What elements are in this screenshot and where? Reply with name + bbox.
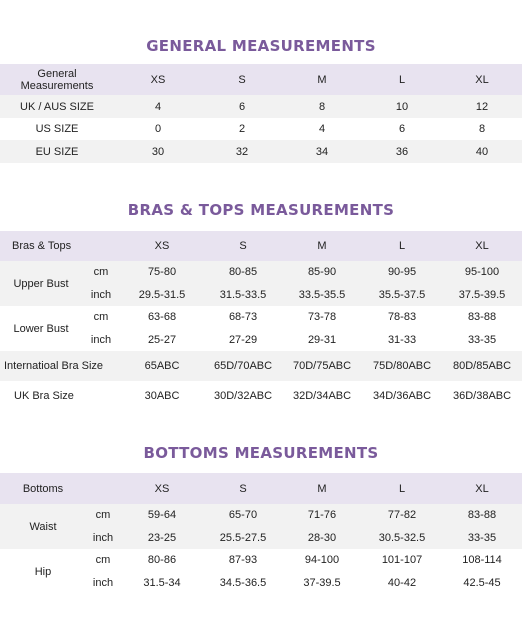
row-label: US SIZE xyxy=(0,118,114,140)
table-cell: 42.5-45 xyxy=(442,571,522,594)
table-cell: 30.5-32.5 xyxy=(362,526,442,549)
table-cell: 31.5-33.5 xyxy=(204,283,282,306)
table-cell: 34D/36ABC xyxy=(362,381,442,411)
table-row xyxy=(0,140,522,163)
table-cell: 8 xyxy=(442,118,522,140)
table-cell: 90-95 xyxy=(362,261,442,283)
table-cell: 25-27 xyxy=(120,328,204,351)
table-cell: 34.5-36.5 xyxy=(204,571,282,594)
row-label-uk-bra: UK Bra Size xyxy=(0,381,120,411)
table-row xyxy=(0,118,522,140)
table-cell: 77-82 xyxy=(362,504,442,526)
table-cell: 75-80 xyxy=(120,261,204,283)
general-header-row xyxy=(0,64,522,95)
table-cell: 63-68 xyxy=(120,306,204,328)
row-label: EU SIZE xyxy=(0,140,114,163)
size-header: S xyxy=(204,473,282,504)
row-label-upper-bust: Upper Bust xyxy=(0,261,82,306)
unit-cm: cm xyxy=(86,549,120,571)
table-cell: 33-35 xyxy=(442,328,522,351)
size-header: S xyxy=(202,64,282,95)
size-header: XL xyxy=(442,64,522,95)
table-cell: 29-31 xyxy=(282,328,362,351)
general-title: GENERAL MEASUREMENTS xyxy=(146,37,376,55)
table-cell: 33.5-35.5 xyxy=(282,283,362,306)
table-cell: 108-114 xyxy=(442,549,522,571)
table-cell: 34 xyxy=(282,140,362,163)
table-cell: 29.5-31.5 xyxy=(120,283,204,306)
table-row xyxy=(0,95,522,118)
bottoms-header-row xyxy=(0,473,522,504)
table-cell: 59-64 xyxy=(120,504,204,526)
table-cell: 33-35 xyxy=(442,526,522,549)
table-row xyxy=(0,351,522,381)
table-cell: 6 xyxy=(362,118,442,140)
table-cell: 78-83 xyxy=(362,306,442,328)
table-cell: 32 xyxy=(202,140,282,163)
table-row xyxy=(0,261,522,283)
size-header: S xyxy=(204,231,282,261)
table-cell: 65ABC xyxy=(120,351,204,381)
general-header-label: General Measurements xyxy=(0,64,114,95)
table-cell: 94-100 xyxy=(282,549,362,571)
row-label-hip: Hip xyxy=(0,549,86,594)
table-cell: 83-88 xyxy=(442,306,522,328)
table-cell: 37.5-39.5 xyxy=(442,283,522,306)
size-header: M xyxy=(282,473,362,504)
unit-inch: inch xyxy=(86,526,120,549)
table-cell: 32D/34ABC xyxy=(282,381,362,411)
table-cell: 10 xyxy=(362,95,442,118)
size-header: L xyxy=(362,64,442,95)
table-cell: 65-70 xyxy=(204,504,282,526)
table-row xyxy=(0,504,522,526)
row-label-intl-bra: Internatioal Bra Size xyxy=(0,351,120,381)
table-row xyxy=(0,381,522,411)
table-cell: 68-73 xyxy=(204,306,282,328)
table-cell: 25.5-27.5 xyxy=(204,526,282,549)
table-cell: 30ABC xyxy=(120,381,204,411)
table-cell: 95-100 xyxy=(442,261,522,283)
bottoms-header-label: Bottoms xyxy=(0,473,86,504)
unit-cm: cm xyxy=(86,504,120,526)
table-cell: 31-33 xyxy=(362,328,442,351)
table-cell: 65D/70ABC xyxy=(204,351,282,381)
size-header: XS xyxy=(114,64,202,95)
bottoms-table xyxy=(0,473,522,594)
table-cell: 85-90 xyxy=(282,261,362,283)
unit-cm: cm xyxy=(82,306,120,328)
table-cell: 70D/75ABC xyxy=(282,351,362,381)
table-cell: 73-78 xyxy=(282,306,362,328)
bras-title: BRAS & TOPS MEASUREMENTS xyxy=(127,201,395,219)
table-cell: 36D/38ABC xyxy=(442,381,522,411)
size-header: XS xyxy=(120,231,204,261)
table-cell: 0 xyxy=(114,118,202,140)
table-cell: 28-30 xyxy=(282,526,362,549)
size-header: XS xyxy=(120,473,204,504)
size-header: M xyxy=(282,64,362,95)
row-label-waist: Waist xyxy=(0,504,86,549)
bras-header-label: Bras & Tops xyxy=(0,231,120,261)
general-table xyxy=(0,64,522,163)
row-label-lower-bust: Lower Bust xyxy=(0,306,82,351)
table-cell: 23-25 xyxy=(120,526,204,549)
bottoms-title: BOTTOMS MEASUREMENTS xyxy=(143,444,379,462)
table-cell: 36 xyxy=(362,140,442,163)
size-header: M xyxy=(282,231,362,261)
table-cell: 80-86 xyxy=(120,549,204,571)
bras-header-row xyxy=(0,231,522,261)
unit-cm: cm xyxy=(82,261,120,283)
table-cell: 75D/80ABC xyxy=(362,351,442,381)
table-cell: 30 xyxy=(114,140,202,163)
table-cell: 31.5-34 xyxy=(120,571,204,594)
table-row xyxy=(0,549,522,571)
size-header: L xyxy=(362,231,442,261)
table-cell: 80D/85ABC xyxy=(442,351,522,381)
table-cell: 37-39.5 xyxy=(282,571,362,594)
table-row xyxy=(0,306,522,328)
table-cell: 40 xyxy=(442,140,522,163)
table-cell: 40-42 xyxy=(362,571,442,594)
table-cell: 83-88 xyxy=(442,504,522,526)
table-cell: 87-93 xyxy=(204,549,282,571)
table-cell: 6 xyxy=(202,95,282,118)
table-cell: 30D/32ABC xyxy=(204,381,282,411)
unit-inch: inch xyxy=(86,571,120,594)
bras-table xyxy=(0,231,522,411)
table-cell: 71-76 xyxy=(282,504,362,526)
table-cell: 12 xyxy=(442,95,522,118)
row-label: UK / AUS SIZE xyxy=(0,95,114,118)
table-cell: 35.5-37.5 xyxy=(362,283,442,306)
table-cell: 4 xyxy=(114,95,202,118)
unit-inch: inch xyxy=(82,328,120,351)
size-header: XL xyxy=(442,473,522,504)
unit-inch: inch xyxy=(82,283,120,306)
table-cell: 4 xyxy=(282,118,362,140)
size-header: XL xyxy=(442,231,522,261)
table-cell: 2 xyxy=(202,118,282,140)
table-cell: 80-85 xyxy=(204,261,282,283)
size-header: L xyxy=(362,473,442,504)
table-cell: 101-107 xyxy=(362,549,442,571)
table-cell: 8 xyxy=(282,95,362,118)
table-cell: 27-29 xyxy=(204,328,282,351)
